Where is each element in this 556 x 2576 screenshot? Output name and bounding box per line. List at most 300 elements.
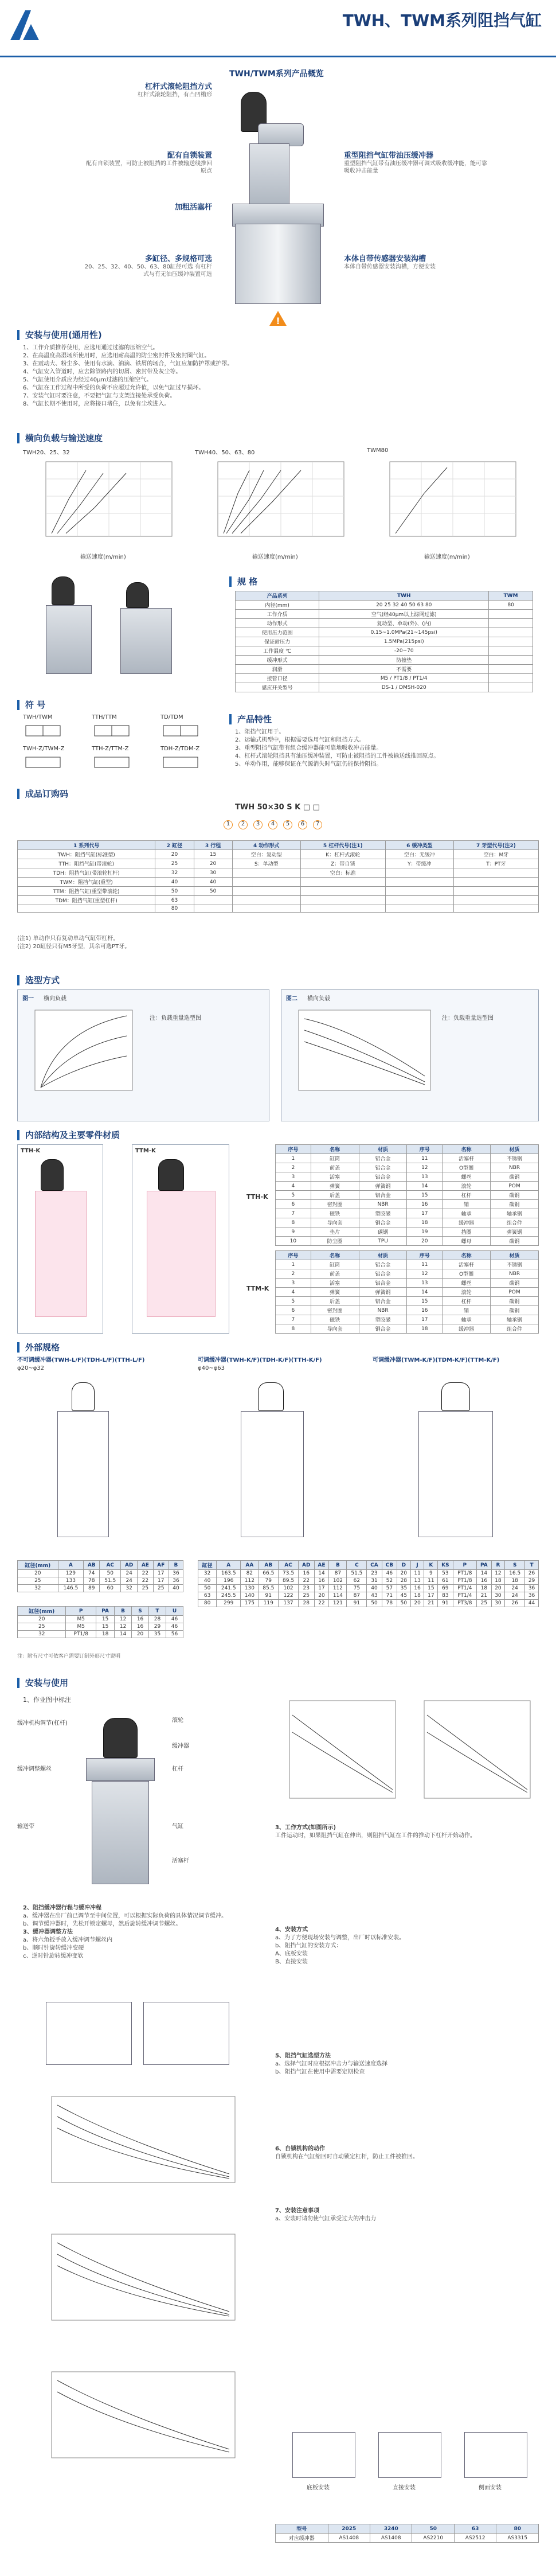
table-cell: 17 [407,1315,443,1324]
table-cell: 轴承 [443,1209,491,1218]
table-cell: 5 [276,1297,311,1306]
table-cell: 1 系列代号 [18,841,155,850]
table-cell: U [166,1607,183,1616]
table-cell: 缸筒 [311,1154,359,1163]
table-cell: 23 [367,1570,382,1577]
table-cell: 25 [18,1623,66,1631]
table-cell: TDM：阻挡气缸(重型杠杆) [18,896,155,905]
table-cell: PT1/4 [453,1585,477,1592]
table-cell: 73.5 [279,1570,299,1577]
table-cell: 滚轮 [443,1182,491,1191]
internal-title: 内部结构及主要零件材质 [17,1130,120,1140]
table-cell: 铝合金 [359,1154,407,1163]
table-cell [489,674,533,683]
table-cell: 17 [153,1577,169,1585]
table-cell [489,628,533,637]
table-cell: 16 [407,1200,443,1209]
table-cell [453,868,538,878]
table-cell: 80 [155,905,194,913]
table-cell: T [149,1607,166,1616]
table-cell [489,656,533,665]
table-cell: 保证耐压力 [236,637,319,646]
table-cell: TWM：阻挡气缸(重型) [18,878,155,887]
table-cell: 动作形式 [236,619,319,628]
table-cell: 121 [329,1600,347,1607]
table-cell: 24 [121,1570,138,1577]
table-cell: P [453,1561,477,1570]
table-cell: 52 [382,1577,397,1585]
table-cell: 6 缓冲类型 [385,841,453,850]
table-cell: S [132,1607,149,1616]
selection-left: 图一 横向负载 注：负载重量选型图 [17,989,269,1121]
table-cell: 56 [166,1631,183,1638]
table-cell: 0.15~1.0MPa(21~145psi) [319,628,489,637]
table-cell: PA [96,1607,115,1616]
table-cell: 50 [198,1585,217,1592]
table-cell: 22 [138,1570,153,1577]
table-cell: 弹簧钢 [359,1288,407,1297]
table-cell: 3 行程 [194,841,232,850]
safety-item: 8、气缸长期不使用时，应将接口堵住，以免有尘埃进入。 [23,401,170,407]
table-cell: 螺母 [443,1237,491,1246]
table-cell: TWH：阻挡气缸(标准型) [18,850,155,859]
chart-xlabel: 输送速度(m/min) [252,554,298,560]
table-cell: 51.5 [347,1570,367,1577]
brand-logo-icon [6,7,42,44]
table-cell: 9 [276,1227,311,1237]
table-cell: 30 [491,1592,505,1600]
table-cell: 14 [407,1288,443,1297]
table-cell: 25 [155,859,194,868]
table-cell: 4 [276,1182,311,1191]
symbol-label: TDH-Z/TDM-Z [160,746,200,752]
table-cell: 24 [505,1592,525,1600]
table-cell: 20 [18,1570,58,1577]
table-cell: 20 [18,1616,66,1623]
table-cell: 146.5 [58,1585,84,1592]
table-cell: 导向套 [311,1324,359,1334]
svg-text:!: ! [276,315,280,326]
table-cell: 196 [217,1577,241,1585]
symbol-grid [23,714,229,777]
table-cell: 2025 [328,2524,370,2534]
table-cell: 40 [155,878,194,887]
table-cell: 119 [259,1600,279,1607]
table-cell: 40 [367,1585,382,1592]
table-cell: 32 [198,1570,217,1577]
dims-bore-range-1: φ20~φ32 [17,1365,45,1371]
table-cell: 活塞杆 [443,1260,491,1269]
table-cell: 40 [198,1577,217,1585]
table-cell: 轴承钢 [491,1209,539,1218]
table-cell: 80 [198,1600,217,1607]
table-cell: 112 [241,1577,259,1585]
table-cell [453,905,538,913]
callout-lever-roller: 杠杆式滚轮阻挡方式 杠杆式滚轮阻挡，有凸凹槽形 [138,83,212,98]
table-cell: 5 杠杆代号(注1) [300,841,385,850]
table-cell: 空白：标准 [300,868,385,878]
table-cell: 3 [276,1172,311,1182]
table-cell: 铝合金 [359,1269,407,1279]
symbol-label: TWH/TWM [23,714,53,720]
selection-chart-right [287,1007,436,1105]
table-cell: 材质 [491,1251,539,1260]
table-cell: 63 [155,896,194,905]
table-cell: 序号 [407,1251,443,1260]
page-title: TWH、TWM系列阻挡气缸 [342,11,542,30]
feature-item: 2、运输式机型中，根据需要选用气缸和阻挡方式。 [235,737,365,743]
table-cell: 91 [347,1600,367,1607]
table-cell [385,878,453,887]
table-cell: S [505,1561,525,1570]
table-cell: 13 [407,1279,443,1288]
safety-item: 2、在高温度高湿场所使用时，应选用耐高温的防尘密封件及密封圈气缸。 [23,353,210,359]
chart-label: TWH20、25、32 [23,450,70,456]
table-cell: 36 [525,1592,539,1600]
overview-section [0,80,556,326]
table-cell [453,887,538,896]
table-cell: 使用压力范围 [236,628,319,637]
table-cell: 130 [241,1585,259,1592]
table-cell: 铝合金 [359,1191,407,1200]
table-cell: 18 [491,1577,505,1585]
usage-chart-2 [34,2231,241,2335]
cylinder-illustration [218,86,338,315]
table-cell: 20 [132,1631,149,1638]
table-cell: TTH：阻挡气缸(带滚轮) [18,859,155,868]
table-cell: B [329,1561,347,1570]
table-cell: 1 [276,1154,311,1163]
table-cell: 62 [347,1577,367,1585]
table-cell: CA [367,1561,382,1570]
overview-title: TWH/TWM系列产品概览 [229,69,324,79]
table-cell: 空气(经40μm以上滤网过滤) [319,610,489,619]
table-cell: 润滑 [236,665,319,674]
usage-diagram: 缓冲机构调节(杠杆) 滚轮 缓冲器 杠杆 缓冲调整螺丝 气缸 活塞杆 输送带 [17,1706,258,1896]
usage-chart-1 [34,2094,241,2197]
safety-item: 3、在震动大、粉尘多、使用有水滴、油滴、铁屑的场合，气缸应加防护罩或护罩。 [23,361,233,367]
table-cell: 36 [169,1577,183,1585]
chart-xlabel: 输送速度(m/min) [424,554,470,560]
table-cell: 74 [84,1570,100,1577]
load-chart-1 [34,459,178,551]
feature-item: 5、单动作用，能够保证在气源消失时气缸仍能保持阻挡。 [235,761,382,767]
usage-left-text: 2、阻挡缓冲器行程与缓冲冲程 a、缓冲器在出厂前已调节至中间位置，可以根据实际负荷的具体情况调节缓冲。 b、调节缓冲器时，先松开锁定螺母，然后旋转缓冲调节螺丝。 3、缓冲器调整方法 a、将六角扳手放入缓冲调节螺丝内 b、顺时针旋转缓冲变硬 c、逆时针旋转缓冲变软 [23,1905,228,1959]
table-cell: 20 [194,859,232,868]
table-cell: 24 [505,1585,525,1592]
table-cell: 弹簧 [311,1182,359,1191]
table-cell [300,887,385,896]
table-cell: 140 [241,1592,259,1600]
usage-right-chart-1 [275,1698,401,1813]
table-cell: 16 [477,1577,491,1585]
chart-xlabel: 输送速度(m/min) [80,554,126,560]
table-cell: TWH [319,591,489,601]
table-cell: 7 [276,1315,311,1324]
table-cell: 13 [407,1172,443,1182]
table-cell [232,896,300,905]
load-chart-2 [206,459,350,551]
table-cell: 3 [276,1279,311,1288]
table-cell: 4 [276,1288,311,1297]
table-cell: 9 [424,1570,438,1577]
usage-right-chart-2 [410,1698,536,1813]
table-cell: PT1/4 [453,1592,477,1600]
table-cell: T [525,1561,539,1570]
table-cell: POM [491,1182,539,1191]
table-cell: 后盖 [311,1297,359,1306]
table-cell: 序号 [407,1145,443,1154]
table-cell: 轴承钢 [491,1315,539,1324]
table-cell: 60 [100,1585,121,1592]
table-cell: 14 [115,1631,132,1638]
table-cell: 螺丝 [443,1172,491,1182]
table-cell: 缓冲器 [443,1324,491,1334]
dims-drawings [17,1377,539,1554]
table-cell: PT1/8 [66,1631,96,1638]
load-charts [23,447,539,562]
table-cell: 241.5 [217,1585,241,1592]
table-cell [232,878,300,887]
table-cell: 87 [329,1570,347,1577]
table-cell: M5 [66,1616,96,1623]
table-cell: 材质 [359,1251,407,1260]
table-cell: O型圈 [443,1269,491,1279]
safety-title: 安装与使用(通用性) [17,330,102,340]
product-photos [34,576,206,691]
usage-intro: 1、作业图中标注 [23,1696,71,1704]
table-cell [232,905,300,913]
table-cell: 83 [438,1592,453,1600]
table-cell [385,868,453,878]
table-cell: 14 [314,1570,329,1577]
table-cell: 91 [259,1592,279,1600]
table-cell: 20 [491,1585,505,1592]
table-cell: 防撞垫 [319,656,489,665]
table-cell: AA [241,1561,259,1570]
callout-oil-damper: 重型阻挡气缸带油压缓冲器 重型阻挡气缸带有油压缓冲器可调式吸收缓冲能，能可靠吸收冲击能量 [344,151,487,174]
table-cell [453,896,538,905]
callout-bore-sizes: 多缸径、多规格可选 20、25、32、40、50、63、80缸径可选 有杠杆式与有无油压缓冲装置可选 [84,255,212,278]
table-cell: 20 [314,1592,329,1600]
table-cell: 29 [525,1577,539,1585]
table-cell: 22 [314,1600,329,1607]
table-cell: 塑胶磁 [359,1209,407,1218]
table-cell: 12 [407,1163,443,1172]
table-cell: 50 [194,887,232,896]
parts-table-1-label: TTH-K [246,1193,268,1201]
table-cell: AS1408 [328,2534,370,2543]
table-cell: 40 [194,878,232,887]
table-cell: 12 [115,1616,132,1623]
table-cell: 163.5 [217,1570,241,1577]
load-chart-3 [378,459,522,551]
table-cell: 缓冲形式 [236,656,319,665]
table-cell: 18 [407,1324,443,1334]
table-cell: 112 [329,1585,347,1592]
table-cell: P [66,1607,96,1616]
table-cell: PT3/8 [453,1600,477,1607]
table-cell: 18 [477,1585,491,1592]
table-cell: 87 [347,1592,367,1600]
safety-item: 6、气缸在工作过程中所受的负荷不应超过允许值，以免气缸过早损坏。 [23,385,205,391]
table-cell: 15 [96,1623,115,1631]
table-cell: 22 [298,1577,314,1585]
table-cell: 20 25 32 40 50 63 80 [319,601,489,610]
table-cell: 245.5 [217,1592,241,1600]
chart-label: TWH40、50、63、80 [195,450,255,456]
table-cell: 空白：复动型 [232,850,300,859]
table-cell: 名称 [443,1251,491,1260]
table-cell: 3240 [370,2524,412,2534]
table-cell: PA [477,1561,491,1570]
table-cell: 缸径(mm) [18,1607,66,1616]
table-cell: 铝合金 [359,1260,407,1269]
table-cell: 25 [138,1585,153,1592]
table-cell [194,896,232,905]
table-cell: NBR [491,1269,539,1279]
table-cell: AC [279,1561,299,1570]
table-cell: 13 [410,1577,424,1585]
table-cell: 滚轮 [443,1288,491,1297]
symbol-label: TD/TDM [160,714,183,720]
table-cell: 15 [407,1297,443,1306]
table-cell: 缸筒 [311,1260,359,1269]
table-cell: TWM [489,591,533,601]
table-cell: 4 动作形式 [232,841,300,850]
symbol-icons [23,723,229,777]
table-cell: 8 [276,1324,311,1334]
table-cell: 40 [169,1585,183,1592]
dims-heading-c: 可调缓冲器(TWM-K/F)(TDM-K/F)(TTM-K/F) [373,1357,500,1363]
table-cell [300,896,385,905]
table-cell: 11 [407,1154,443,1163]
table-cell: AD [298,1561,314,1570]
table-cell [489,646,533,656]
table-cell: 6 [276,1200,311,1209]
table-cell: 46 [166,1623,183,1631]
table-cell: 28 [397,1577,411,1585]
table-cell: AF [153,1561,169,1570]
table-cell: 20 [155,850,194,859]
table-cell: 1 [276,1260,311,1269]
table-cell: S：单动型 [232,859,300,868]
table-cell: 内径(mm) [236,601,319,610]
symbol-title: 符 号 [17,700,45,710]
symbol-label: TTH/TTM [92,714,117,720]
table-cell: 不需要 [319,665,489,674]
table-cell: 铝合金 [359,1172,407,1182]
table-cell: 12 [115,1623,132,1631]
table-cell: TTM：阻挡气缸(重型带滚轮) [18,887,155,896]
table-cell: 50 [397,1600,411,1607]
table-cell: M5 [66,1623,96,1631]
table-cell [385,905,453,913]
table-cell: 114 [329,1592,347,1600]
usage-left-figs [23,1990,252,2507]
table-cell [18,905,155,913]
table-cell: 46 [166,1616,183,1623]
table-cell: 18 [96,1631,115,1638]
table-cell [300,878,385,887]
table-cell: 材质 [491,1145,539,1154]
table-cell: 15 [424,1585,438,1592]
callout-thick-rod: 加粗活塞杆 [174,203,212,212]
table-cell: T：PT牙 [453,859,538,868]
table-cell: 名称 [311,1251,359,1260]
table-cell: Y：带缓冲 [385,859,453,868]
selection-right: 图二 横向负载 注：负载重量选型图 [281,989,539,1121]
table-cell: CB [382,1561,397,1570]
usage-title: 安装与使用 [17,1678,68,1688]
feature-item: 3、重型阻挡气缸带有组合缓冲器能可靠地吸收冲击能量。 [235,745,382,751]
selection-chart-left [24,1007,138,1105]
table-cell: 螺丝 [443,1279,491,1288]
table-cell [489,619,533,628]
table-cell: K [424,1561,438,1570]
table-cell: R [491,1561,505,1570]
table-cell: DS-1 / DMSH-020 [319,683,489,692]
table-cell: 磁铁 [311,1315,359,1324]
table-cell: 11 [410,1570,424,1577]
table-cell: 10 [276,1237,311,1246]
table-cell: 碳钢 [491,1200,539,1209]
table-cell: 磁铁 [311,1209,359,1218]
table-cell: 32 [155,868,194,878]
dims-title: 外部规格 [17,1342,60,1353]
safety-item: 1、工作介质推荐使用，应选用通过过滤的压缩空气。 [23,345,159,351]
table-cell: 7 [276,1209,311,1218]
table-cell: 18 [410,1592,424,1600]
table-cell: 25 [18,1577,58,1585]
table-cell: 50 [100,1570,121,1577]
table-cell: 防尘圈 [311,1237,359,1246]
table-cell: 175 [241,1600,259,1607]
table-cell [232,868,300,878]
table-cell: 工作温度 ℃ [236,646,319,656]
table-cell: B [169,1561,183,1570]
table-cell: AB [259,1561,279,1570]
table-cell: 137 [279,1600,299,1607]
table-cell: 前盖 [311,1163,359,1172]
table-cell: 22 [138,1577,153,1585]
table-cell: 感应开关型号 [236,683,319,692]
table-cell: 碳钢 [491,1306,539,1315]
table-cell [232,887,300,896]
table-cell: 133 [58,1577,84,1585]
table-cell: 78 [382,1600,397,1607]
table-cell: 17 [153,1570,169,1577]
table-cell: 14 [407,1182,443,1191]
table-cell: 30 [491,1600,505,1607]
table-cell: 63 [198,1592,217,1600]
table-cell: Z：带自锁 [300,859,385,868]
table-cell: J [410,1561,424,1570]
table-cell [453,878,538,887]
table-cell: 对应缓冲器 [276,2534,328,2543]
table-cell: M5 / PT1/8 / PT1/4 [319,674,489,683]
table-cell: D [397,1561,411,1570]
table-cell: 组合件 [491,1324,539,1334]
table-cell: NBR [359,1306,407,1315]
mount-figs: 底板安装 直接安装 侧面安装 [287,2432,539,2495]
table-cell: 25 [298,1592,314,1600]
table-cell: 78 [84,1577,100,1585]
table-cell: 32 [18,1585,58,1592]
order-table [17,840,539,913]
callout-sensor-groove: 本体自带传感器安装沟槽 本体自带传感器安装沟槽，方便安装 [344,255,436,270]
table-cell: 75 [347,1585,367,1592]
